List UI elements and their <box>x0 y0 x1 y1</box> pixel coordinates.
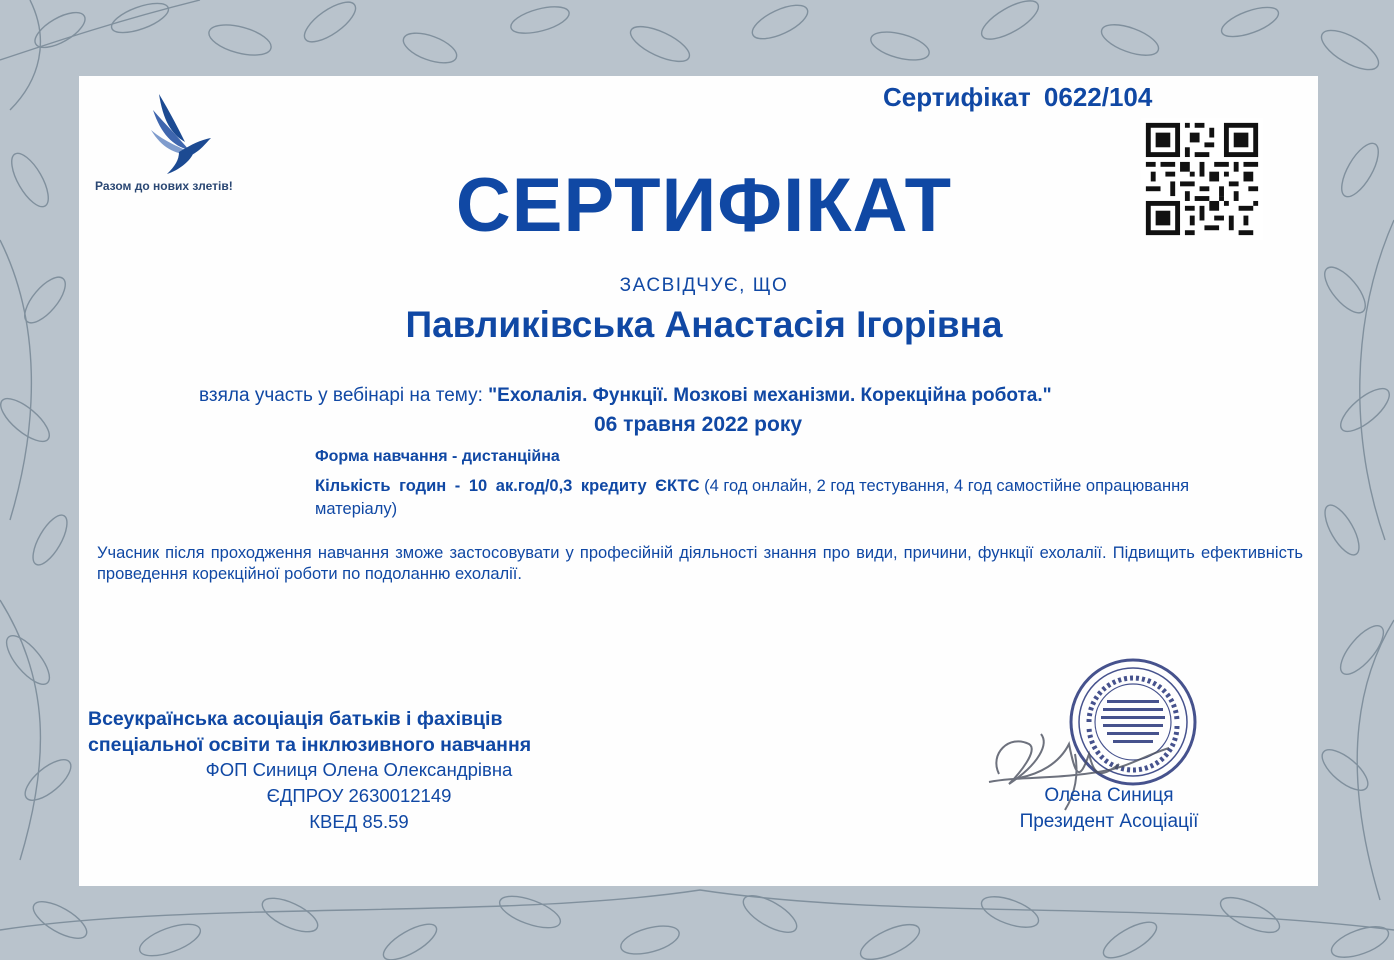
study-form: Форма навчання - дистанційна <box>315 448 560 465</box>
certificate-number: Сертифікат 0622/104 <box>883 82 1153 112</box>
organization-line-2: спеціальної освіти та інклюзивного навчання <box>88 734 532 756</box>
organization-line-1: Всеукраїнська асоціація батьків і фахівців <box>88 708 503 730</box>
certificate-card <box>79 76 1318 886</box>
logo-slogan: Разом до нових злетів! <box>95 179 233 193</box>
learning-outcome: Учасник після проходження навчання зможе застосовувати у професійній діяльності знання про види, причини, функції ехолалії. Підвищить ефективність проведення корекційної роботи по подоланню ехолалії. <box>97 544 1303 583</box>
organization-name <box>88 706 531 758</box>
webinar-prefix: взяла участь у вебінарі на тему: <box>199 385 489 406</box>
signer-block <box>989 783 1229 835</box>
study-hours-bold: Кількість годин - 10 ак.год/0,3 кредиту ЄКТС <box>315 477 700 495</box>
organization-edrpou: ЄДПРОУ 2630012149 <box>266 785 452 806</box>
organization-kved: КВЕД 85.59 <box>309 811 409 832</box>
webinar-topic: "Ехолалія. Функції. Мозкові механізми. Корекційна робота." <box>488 385 1052 406</box>
certificate-title: СЕРТИФІКАТ <box>455 163 953 248</box>
signer-name: Олена Синиця <box>1044 785 1174 806</box>
webinar-topic-line <box>199 385 1052 407</box>
certifies-label: ЗАСВІДЧУЄ, ЩО <box>619 275 789 296</box>
study-hours <box>315 475 1255 521</box>
organization-fop: ФОП Синиця Олена Олександрівна <box>205 759 513 780</box>
webinar-date: 06 травня 2022 року <box>593 413 803 436</box>
signer-role: Президент Асоціації <box>1019 811 1199 832</box>
study-hours-breakdown: (4 год онлайн, 2 год тестування, 4 год самостійне опрацювання матеріалу) <box>315 477 1190 518</box>
recipient-name: Павликівська Анастасія Ігорівна <box>405 304 1003 345</box>
organization-details <box>79 757 639 835</box>
